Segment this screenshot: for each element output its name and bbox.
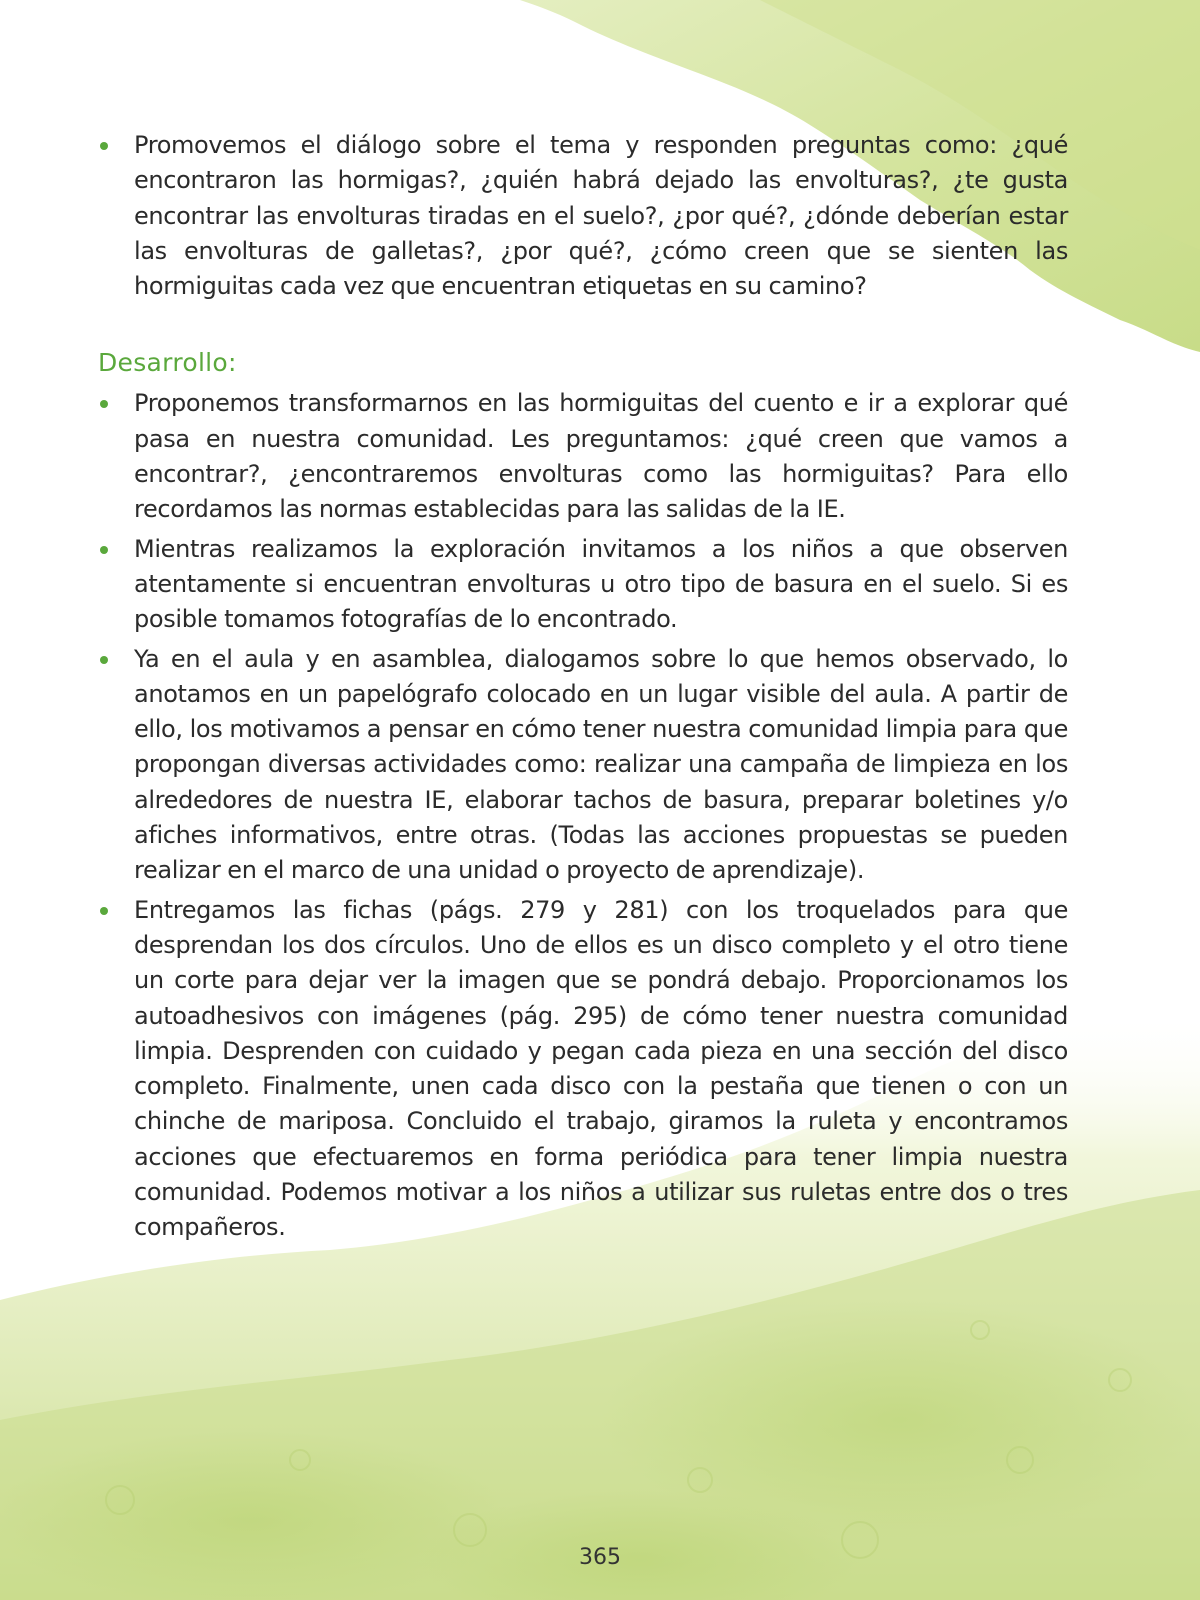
page-number: 365: [579, 1545, 621, 1570]
list-item: [98, 532, 1068, 638]
bullet-icon: [100, 656, 108, 664]
page-content: [98, 128, 1068, 1250]
list-item: [98, 386, 1068, 527]
bullet-icon: [100, 400, 108, 408]
list-item: [98, 893, 1068, 1246]
bullet-icon: [100, 142, 108, 150]
list-item-text: Promovemos el diálogo sobre el tema y responden preguntas como: ¿qué encontraron las hormigas?, ¿quién habrá dejado las envolturas?, ¿te gusta encontrar las envolturas tiradas en el suelo?, ¿por qué?, ¿dónde deberían estar las envolturas de galletas?, ¿por qué?, ¿cómo creen que se sienten las hormiguitas cada vez que encuentran etiquetas en su camino?: [134, 131, 1068, 301]
list-item-text: Mientras realizamos la exploración invitamos a los niños a que observen atentamente si encuentran envolturas u otro tipo de basura en el suelo. Si es posible tomamos fotografías de lo encontrado.: [134, 534, 1068, 634]
list-item-text: Ya en el aula y en asamblea, dialogamos sobre lo que hemos observado, lo anotamos en un papelógrafo colocado en un lugar visible del aula. A partir de ello, los motivamos a pensar en cómo tener nuestra comunidad limpia para que propongan diversas actividades como: realizar una campaña de limpieza en los alrededores de nuestra IE, elaborar tachos de basura, preparar boletines y/o afiches informativos, entre otras. (Todas las acciones propuestas se pueden realizar en el marco de una unidad o proyecto de aprendizaje).: [134, 644, 1068, 885]
list-item-text: Proponemos transformarnos en las hormiguitas del cuento e ir a explorar qué pasa en nuestra comunidad. Les preguntamos: ¿qué creen que vamos a encontrar?, ¿encontraremos envolturas como las hormiguitas? Para ello recordamos las normas establecidas para las salidas de la IE.: [134, 389, 1068, 524]
list-item: [98, 642, 1068, 889]
list-item: [98, 128, 1068, 304]
bullet-icon: [100, 546, 108, 554]
bullet-icon: [100, 907, 108, 915]
section-heading-desarrollo: Desarrollo:: [98, 348, 237, 378]
intro-list: [98, 128, 1068, 304]
desarrollo-list: [98, 386, 1068, 1245]
list-item-text: Entregamos las fichas (págs. 279 y 281) con los troquelados para que desprendan los dos círculos. Uno de ellos es un disco completo y el otro tiene un corte para dejar ver la imagen que se pondrá debajo. Proporcionamos los autoadhesivos con imágenes (pág. 295) de cómo tener nuestra comunidad limpia. Desprenden con cuidado y pegan cada pieza en una sección del disco completo. Finalmente, unen cada disco con la pestaña que tienen o con un chinche de mariposa. Concluido el trabajo, giramos la ruleta y encontramos acciones que efectuaremos en forma periódica para tener limpia nuestra comunidad. Podemos motivar a los niños a utilizar sus ruletas entre dos o tres compañeros.: [134, 895, 1068, 1242]
